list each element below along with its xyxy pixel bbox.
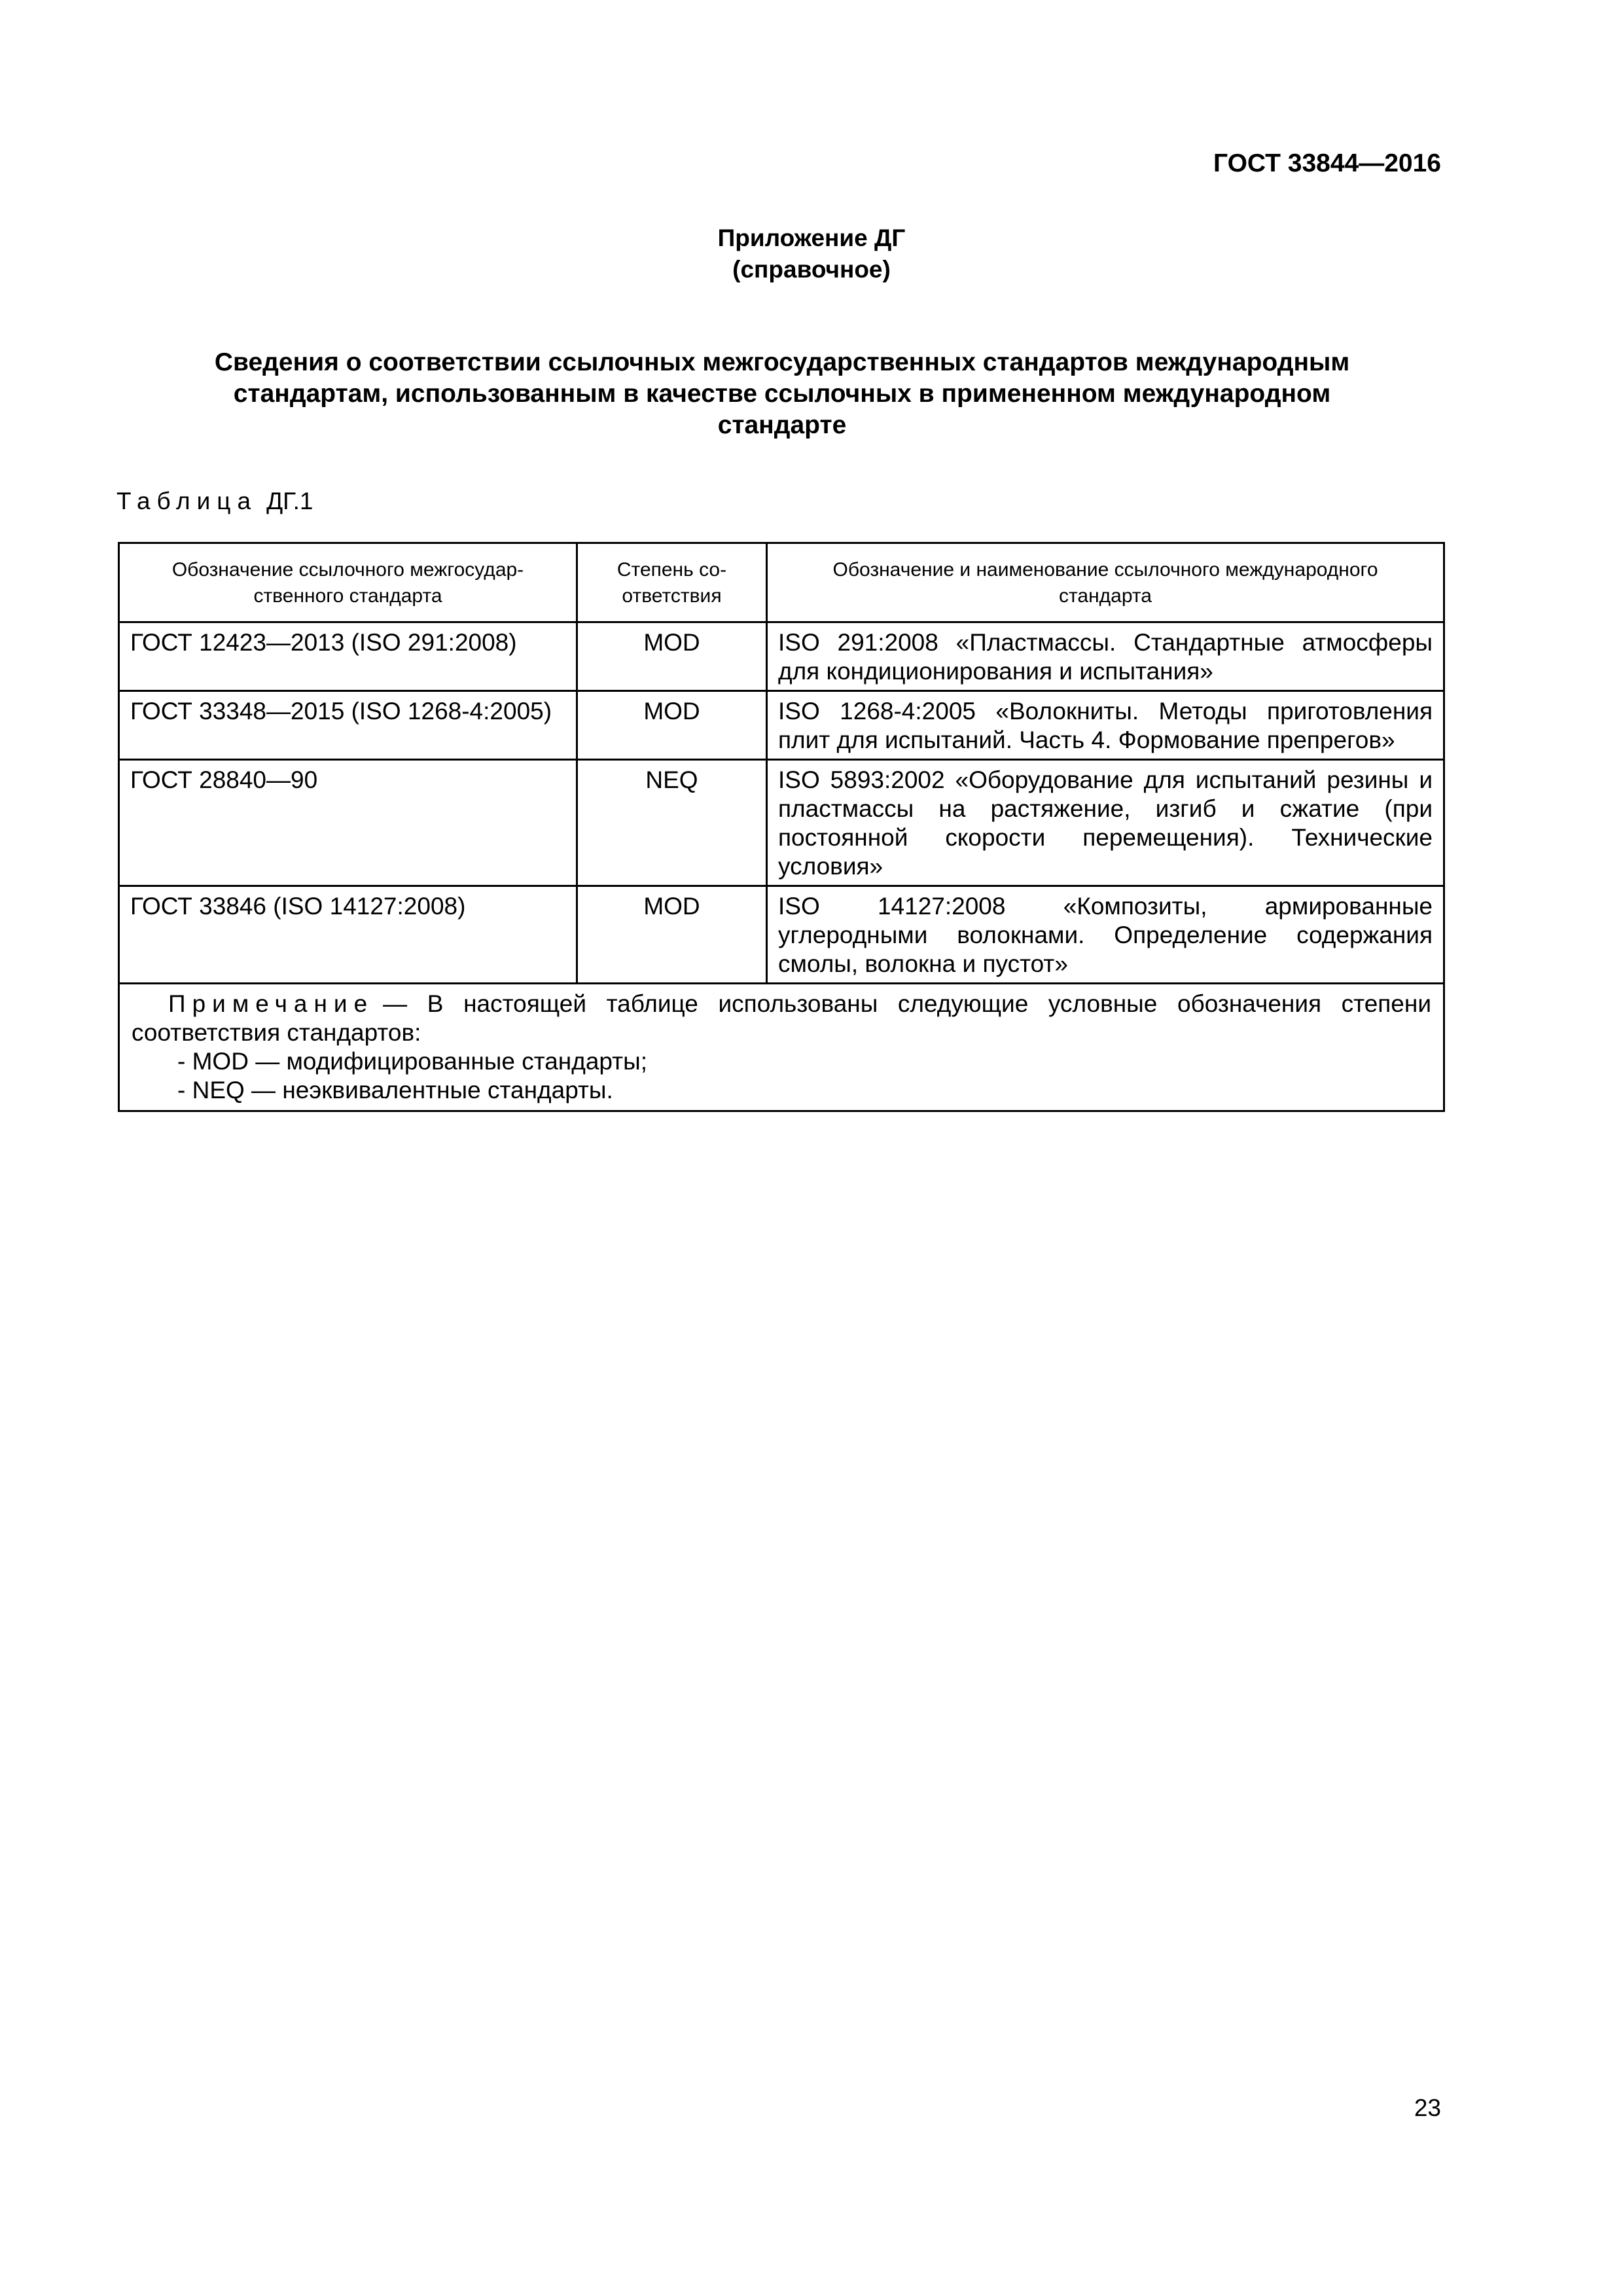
document-number: ГОСТ 33844—2016 <box>1213 149 1441 177</box>
table-header-row <box>119 543 1444 622</box>
annex-heading <box>0 223 1623 285</box>
gost-cell: ГОСТ 33348—2015 (ISO 1268-4:2005) <box>119 691 577 760</box>
table-label-word: Таблица <box>116 488 258 514</box>
intl-standard-cell: ISO 5893:2002 «Оборудование для испытаний резины и пластмассы на растяжение, изгиб и сжатие (при постоянной скорости перемещения). Технические условия» <box>767 760 1444 886</box>
note-label: Примечание <box>168 990 374 1017</box>
intl-standard-cell: ISO 291:2008 «Пластмассы. Стандартные атмосферы для кондиционирования и испытания» <box>767 622 1444 691</box>
document-title-line: стандарте <box>717 411 847 439</box>
table-label <box>116 488 313 515</box>
document-title-line: стандартам, использованным в качестве ссылочных в примененном международном <box>233 380 1331 408</box>
table-row <box>119 691 1444 760</box>
note-body: — В настоящей таблице использованы следующие условные обозначения степени соответствия стандартов: <box>132 990 1431 1046</box>
degree-cell: NEQ <box>577 760 767 886</box>
note-item: - NEQ — неэквивалентные стандарты. <box>177 1077 613 1103</box>
column-header-degree <box>577 543 767 622</box>
document-title-line: Сведения о соответствии ссылочных межгосударственных стандартов международным <box>214 348 1350 376</box>
column-header-line: ответствия <box>622 585 722 607</box>
degree-cell: MOD <box>577 691 767 760</box>
annex-type: (справочное) <box>732 256 891 283</box>
intl-standard-cell: ISO 1268-4:2005 «Волокниты. Методы приготовления плит для испытаний. Часть 4. Формование препрегов» <box>767 691 1444 760</box>
table-note <box>119 984 1444 1111</box>
gost-cell: ГОСТ 12423—2013 (ISO 291:2008) <box>119 622 577 691</box>
column-header-line: Обозначение и наименование ссылочного международного <box>832 559 1378 581</box>
degree-cell: MOD <box>577 886 767 984</box>
column-header-line: стандарта <box>1059 585 1152 607</box>
column-header-intl <box>767 543 1444 622</box>
table-row <box>119 760 1444 886</box>
column-header-line: ственного стандарта <box>253 585 442 607</box>
column-header-line: Обозначение ссылочного межгосудар- <box>171 559 524 581</box>
degree-cell: MOD <box>577 622 767 691</box>
page-number: 23 <box>1414 2094 1441 2121</box>
annex-title: Приложение ДГ <box>717 224 906 251</box>
document-title <box>151 347 1414 441</box>
table-label-number: ДГ.1 <box>266 488 313 514</box>
column-header-gost <box>119 543 577 622</box>
table-row <box>119 622 1444 691</box>
column-header-line: Степень со- <box>616 559 727 581</box>
note-text <box>132 990 1431 1047</box>
gost-cell: ГОСТ 33846 (ISO 14127:2008) <box>119 886 577 984</box>
standards-table <box>118 542 1445 1112</box>
intl-standard-cell: ISO 14127:2008 «Композиты, армированные углеродными волокнами. Определение содержания смолы, волокна и пустот» <box>767 886 1444 984</box>
table-note-row <box>119 984 1444 1111</box>
table-row <box>119 886 1444 984</box>
gost-cell: ГОСТ 28840—90 <box>119 760 577 886</box>
note-item: - MOD — модифицированные стандарты; <box>177 1048 647 1075</box>
